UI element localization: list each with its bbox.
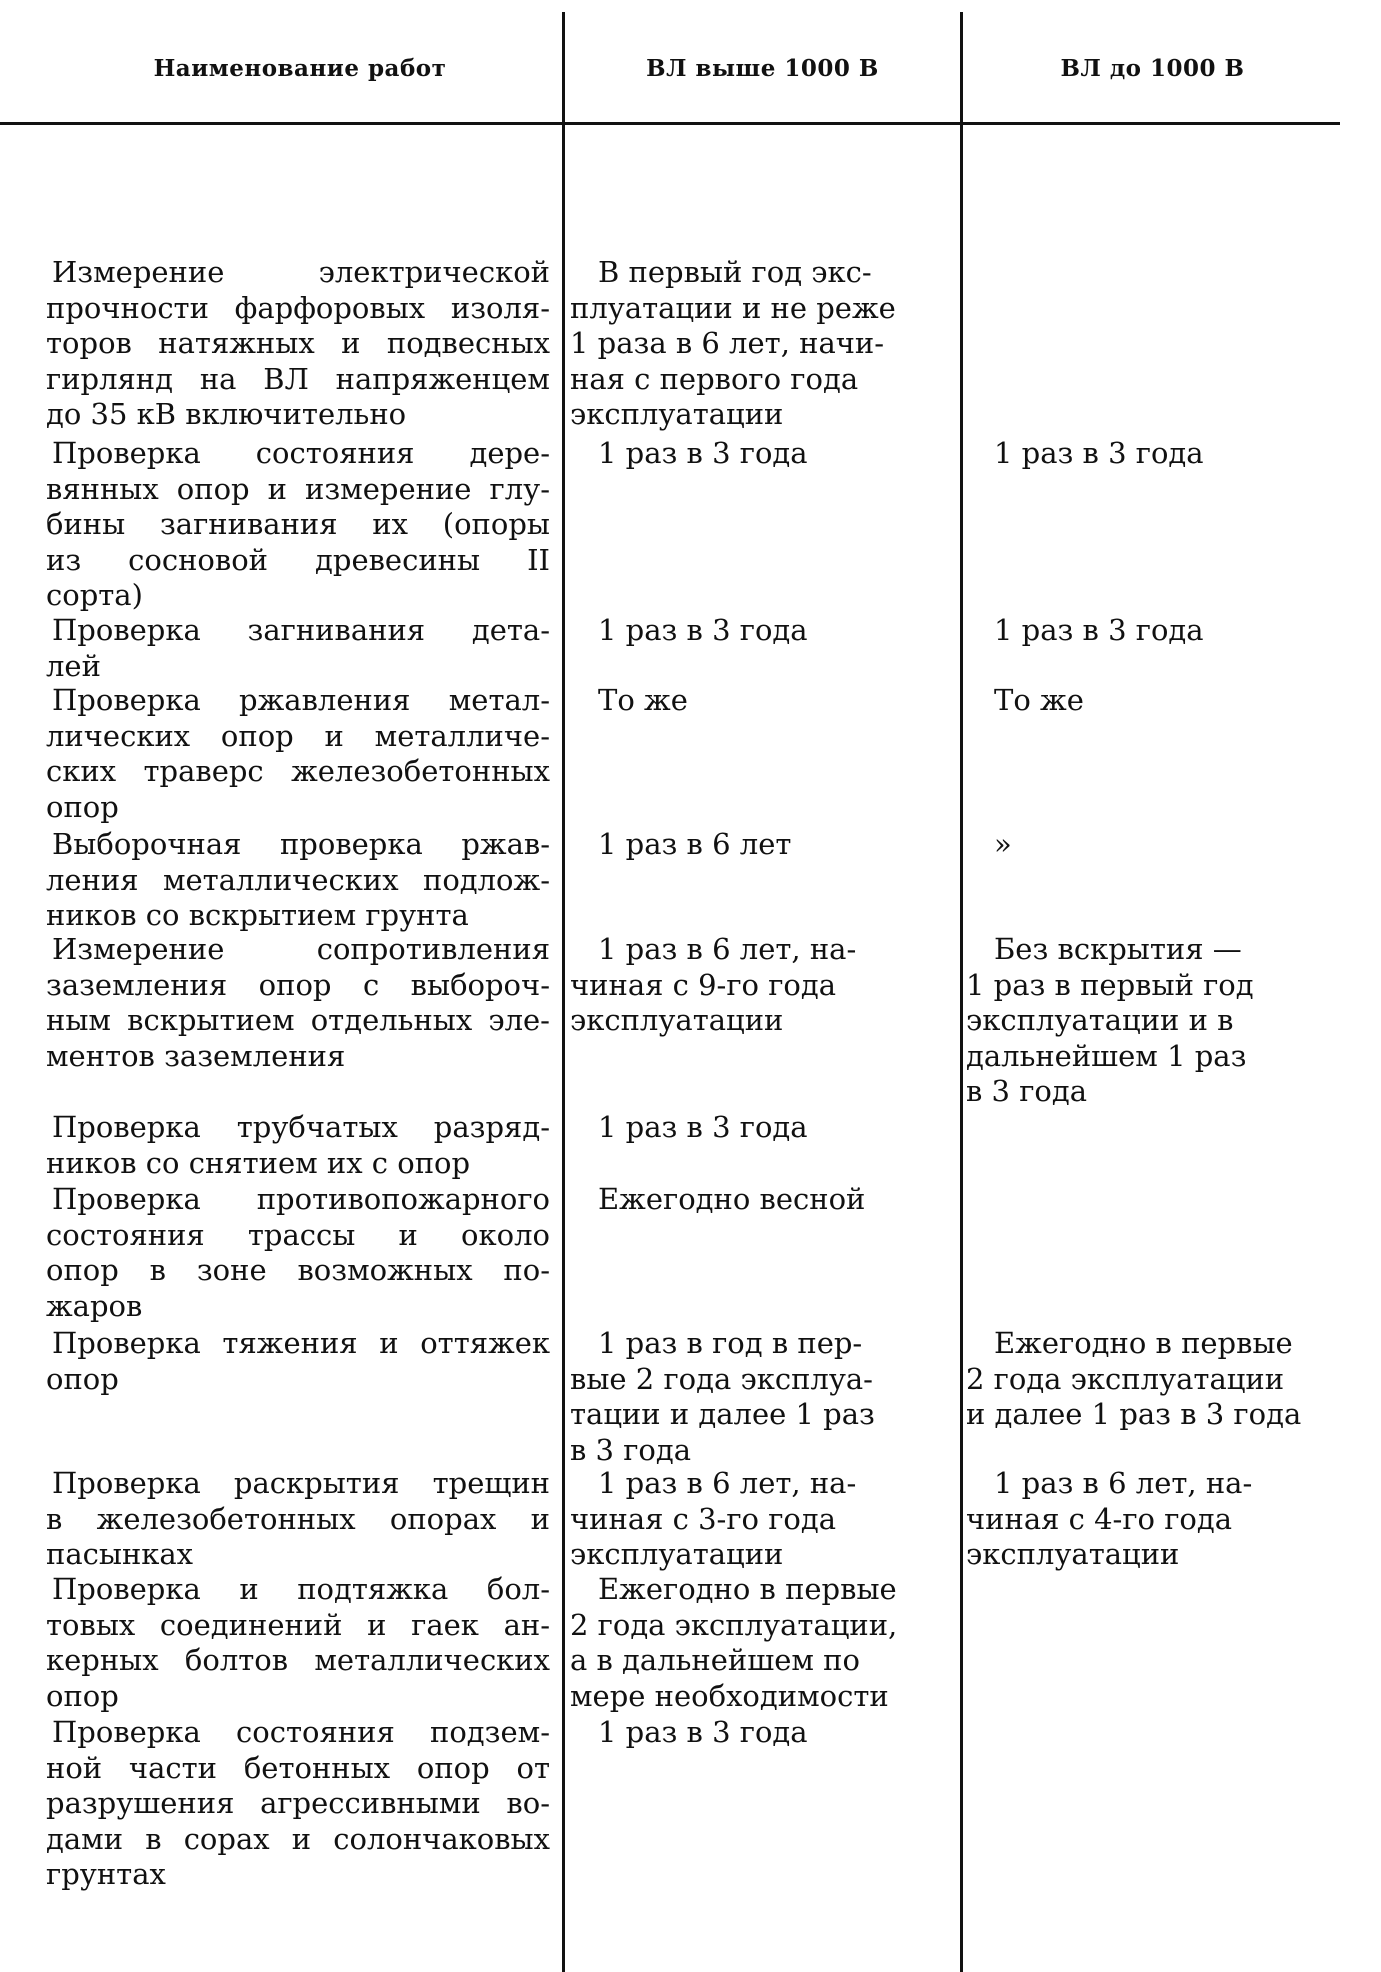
cell-line: эксплуатации и в [966, 1003, 1234, 1037]
cell-line: лических опор и металличе- [46, 718, 550, 753]
cell-line: 1 раз в 3 года [598, 613, 808, 647]
cell-line: 1 раз в 6 лет, на- [994, 1466, 1253, 1500]
work-cell [46, 1326, 550, 1397]
cell-line: до 35 кВ включительно [46, 397, 407, 431]
above-1000v-cell [570, 932, 945, 1039]
cell-line: состояния трассы и около [46, 1217, 550, 1252]
above-1000v-cell [570, 1572, 945, 1714]
above-1000v-cell [570, 255, 945, 433]
cell-line: Проверка состояния дере- [52, 436, 550, 470]
cell-line: чиная с 4-го года [966, 1501, 1233, 1536]
cell-line: 1 раз в 3 года [598, 436, 808, 470]
cell-line: дами в сорах и солончаковых [46, 1821, 550, 1856]
cell-line: То же [994, 683, 1084, 717]
cell-line: 1 раз в 6 лет, на- [598, 932, 857, 966]
below-1000v-cell [966, 613, 1346, 649]
below-1000v-cell [966, 932, 1346, 1110]
header-above-1000v: ВЛ выше 1000 В [646, 54, 879, 82]
cell-line: 2 года эксплуатации, [570, 1607, 898, 1642]
header-below-1000v: ВЛ до 1000 В [1060, 54, 1245, 82]
cell-line: Измерение электрической [52, 255, 550, 289]
cell-line: опор [46, 1361, 119, 1396]
cell-line: товых соединений и гаек ан- [46, 1607, 550, 1642]
cell-line: эксплуатации [570, 397, 784, 431]
cell-line: плуатации и не реже [570, 290, 896, 325]
cell-line: чиная с 9-го года [570, 967, 837, 1002]
work-cell [46, 613, 550, 684]
cell-line: тации и далее 1 раз [570, 1397, 875, 1431]
cell-line: Проверка ржавления метал- [52, 683, 550, 717]
cell-line: ников со снятием их с опор [46, 1145, 471, 1180]
column-divider-1 [562, 12, 565, 1972]
cell-line: 1 раз в 3 года [994, 613, 1204, 647]
cell-line: эксплуатации [966, 1537, 1180, 1571]
cell-line: сорта) [46, 578, 143, 612]
above-1000v-cell [570, 1326, 945, 1468]
column-divider-2 [960, 12, 963, 1972]
cell-line: 1 раз в 3 года [598, 1715, 808, 1749]
cell-line: ских траверс железобетонных [46, 754, 550, 788]
cell-line: в 3 года [570, 1432, 692, 1467]
above-1000v-cell [570, 683, 945, 719]
cell-line: Проверка и подтяжка бол- [52, 1572, 550, 1606]
cell-line: 1 раз в 6 лет [598, 827, 792, 861]
cell-line: Проверка раскрытия трещин [52, 1466, 550, 1500]
cell-line: Измерение сопротивления [52, 932, 550, 966]
cell-line: разрушения агрессивными во- [46, 1786, 550, 1820]
header-divider [0, 122, 1340, 125]
work-cell [46, 683, 550, 825]
cell-line: 1 раз в первый год [966, 967, 1254, 1002]
work-cell [46, 932, 550, 1074]
cell-line: Ежегодно весной [598, 1182, 866, 1216]
cell-line: 1 раз в год в пер- [598, 1326, 863, 1360]
work-cell [46, 255, 550, 433]
cell-line: 1 раза в 6 лет, начи- [570, 326, 885, 360]
cell-line: Ежегодно в первые [598, 1572, 897, 1606]
above-1000v-cell [570, 1466, 945, 1573]
cell-line: вые 2 года эксплуа- [570, 1361, 873, 1396]
below-1000v-cell [966, 1326, 1346, 1433]
cell-line: ным вскрытием отдельных эле- [46, 1003, 550, 1037]
cell-line: жаров [46, 1288, 143, 1323]
cell-line: керных болтов металлических [46, 1643, 550, 1677]
cell-line: гирлянд на ВЛ напряженцем [46, 361, 550, 396]
cell-line: Ежегодно в первые [994, 1326, 1293, 1360]
cell-line: Проверка трубчатых разряд- [52, 1110, 550, 1144]
cell-line: эксплуатации [570, 1003, 784, 1037]
cell-line: и далее 1 раз в 3 года [966, 1397, 1302, 1431]
below-1000v-cell [966, 1466, 1346, 1573]
cell-line: То же [598, 683, 688, 717]
cell-line: 2 года эксплуатации [966, 1361, 1285, 1396]
cell-line: опор в зоне возможных по- [46, 1253, 550, 1287]
cell-line: опор [46, 789, 119, 824]
cell-line: 1 раз в 3 года [994, 436, 1204, 470]
cell-line: » [994, 827, 1012, 861]
cell-line: в железобетонных опорах и [46, 1501, 550, 1536]
work-cell [46, 1572, 550, 1714]
cell-line: пасынках [46, 1537, 194, 1571]
cell-line: заземления опор с выбороч- [46, 967, 550, 1002]
work-cell [46, 1182, 550, 1324]
cell-line: Проверка противопожарного [52, 1182, 550, 1216]
cell-line: В первый год экс- [598, 255, 872, 289]
cell-line: а в дальнейшем по [570, 1643, 860, 1677]
work-cell [46, 436, 550, 614]
cell-line: ников со вскрытием грунта [46, 898, 469, 932]
cell-line: Проверка состояния подзем- [52, 1715, 550, 1749]
cell-line: вянных опор и измерение глу- [46, 471, 550, 506]
cell-line: Проверка загнивания дета- [52, 613, 550, 647]
cell-line: ления металлических подлож- [46, 862, 550, 897]
cell-line: 1 раз в 6 лет, на- [598, 1466, 857, 1500]
cell-line: Проверка тяжения и оттяжек [52, 1326, 550, 1360]
cell-line: прочности фарфоровых изоля- [46, 290, 550, 325]
cell-line: дальнейшем 1 раз [966, 1038, 1247, 1073]
cell-line: торов натяжных и подвесных [46, 326, 550, 360]
above-1000v-cell [570, 436, 945, 472]
below-1000v-cell [966, 827, 1346, 863]
cell-line: ментов заземления [46, 1038, 346, 1073]
header-work-name: Наименование работ [153, 54, 447, 82]
cell-line: чиная с 3-го года [570, 1501, 837, 1536]
cell-line: из сосновой древесины II [46, 542, 550, 577]
work-cell [46, 1110, 550, 1181]
above-1000v-cell [570, 1715, 945, 1751]
below-1000v-cell [966, 436, 1346, 472]
cell-line: бины загнивания их (опоры [46, 507, 550, 541]
above-1000v-cell [570, 827, 945, 863]
above-1000v-cell [570, 613, 945, 649]
cell-line: ной части бетонных опор от [46, 1750, 550, 1785]
above-1000v-cell [570, 1182, 945, 1218]
cell-line: Выборочная проверка ржав- [52, 827, 550, 861]
below-1000v-cell [966, 683, 1346, 719]
cell-line: грунтах [46, 1857, 166, 1891]
cell-line: ная с первого года [570, 361, 859, 396]
work-cell [46, 827, 550, 934]
cell-line: лей [46, 648, 101, 683]
cell-line: мере необходимости [570, 1678, 889, 1713]
cell-line: в 3 года [966, 1074, 1088, 1108]
cell-line: Без вскрытия — [994, 932, 1242, 966]
above-1000v-cell [570, 1110, 945, 1146]
cell-line: опор [46, 1678, 119, 1713]
cell-line: 1 раз в 3 года [598, 1110, 808, 1144]
work-cell [46, 1466, 550, 1573]
cell-line: эксплуатации [570, 1537, 784, 1571]
work-cell [46, 1715, 550, 1893]
